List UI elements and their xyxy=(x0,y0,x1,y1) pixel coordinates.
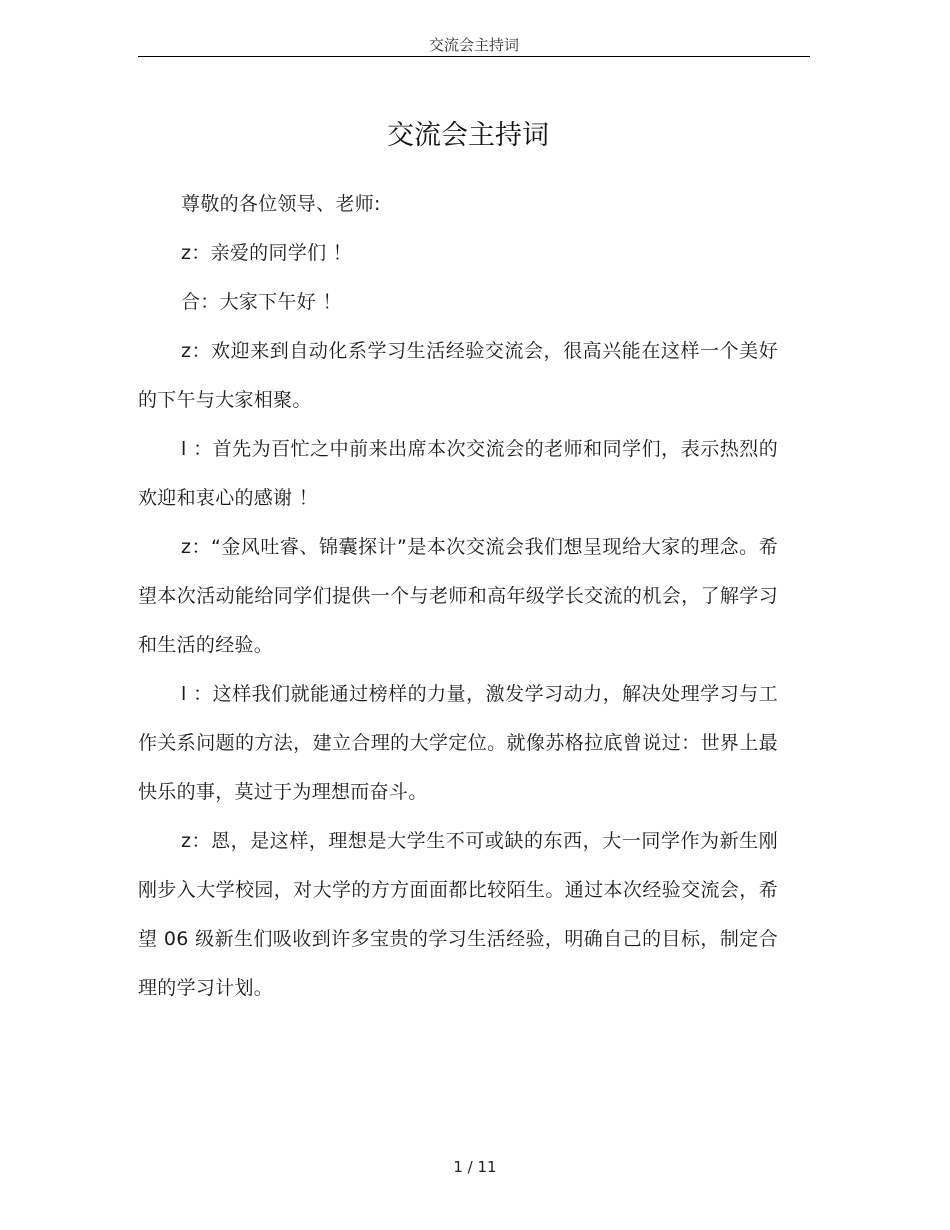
paragraph: z：恩，是这样，理想是大学生不可或缺的东西，大一同学作为新生刚刚步入大学校园，对大学的方方面面都比较陌生。通过本次经验交流会，希望 06 级新生们吸收到许多宝贵的学习生活经验，明确自己的目标，制定合理的学习计划。 xyxy=(138,830,778,999)
running-header: 交流会主持词 xyxy=(428,36,519,54)
paragraph: l ：首先为百忙之中前来出席本次交流会的老师和同学们，表示热烈的欢迎和衷心的感谢 ！ xyxy=(138,438,778,509)
header-divider xyxy=(138,56,810,57)
paragraph-salutation: 尊敬的各位领导、老师: xyxy=(181,193,381,215)
document-body xyxy=(138,180,778,1013)
paragraph: z：亲爱的同学们 ！ xyxy=(181,242,353,264)
paragraph: z：“金风吐睿、锦囊探计”是本次交流会我们想呈现给大家的理念。希望本次活动能给同学们提供一个与老师和高年级学长交流的机会，了解学习和生活的经验。 xyxy=(138,536,778,656)
paragraph: 合：大家下午好 ！ xyxy=(181,291,342,313)
paragraph: z：欢迎来到自动化系学习生活经验交流会，很高兴能在这样一个美好的下午与大家相聚。 xyxy=(138,340,778,411)
document-title: 交流会主持词 xyxy=(387,120,549,151)
paragraph: l ：这样我们就能通过榜样的力量，激发学习动力，解决处理学习与工作关系问题的方法，建立合理的大学定位。就像苏格拉底曾说过：世界上最快乐的事，莫过于为理想而奋斗。 xyxy=(138,683,778,803)
page-number: 1 / 11 xyxy=(453,1158,497,1176)
